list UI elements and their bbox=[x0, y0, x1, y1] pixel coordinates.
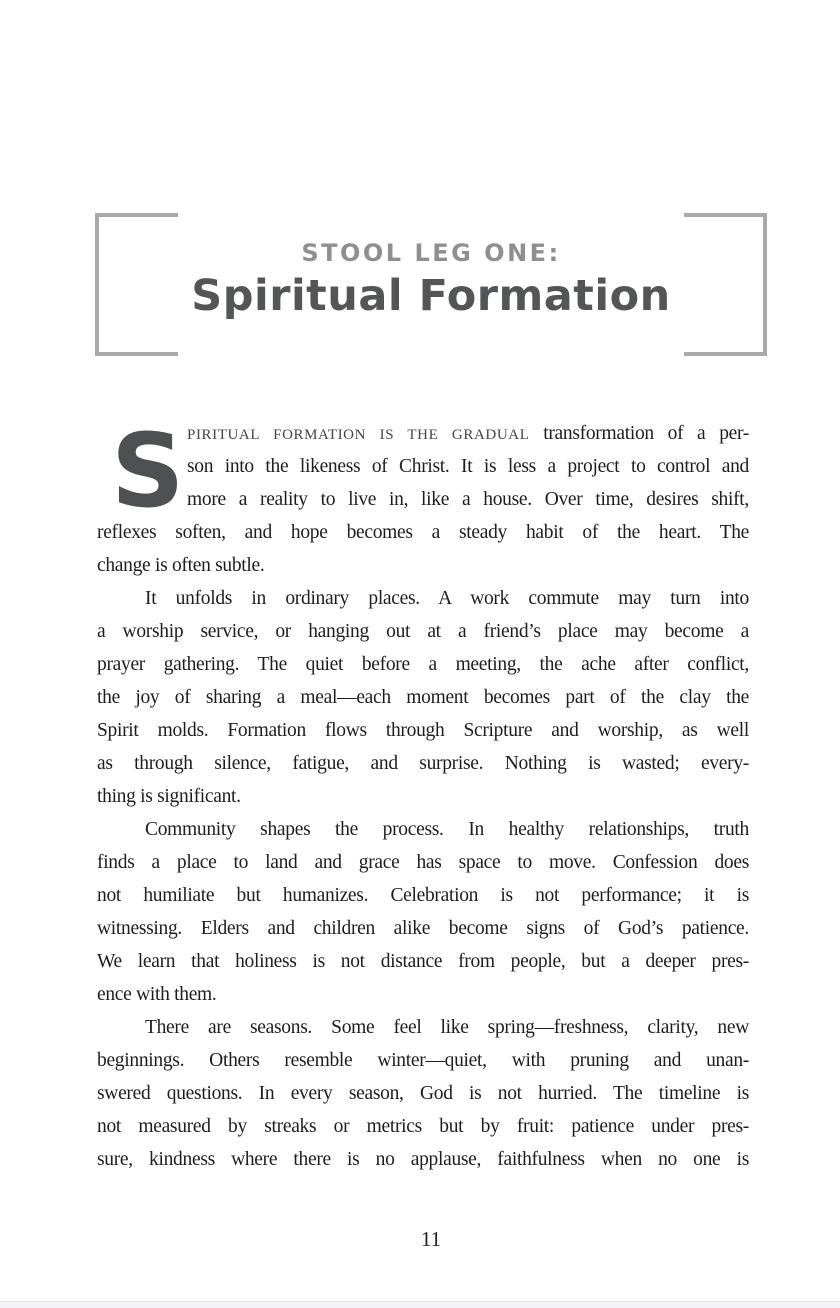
drop-cap: S bbox=[111, 412, 185, 531]
text-line: more a reality to live in, like a house. Over time, desires shift, bbox=[187, 489, 749, 510]
text-line: son into the likeness of Christ. It is less a project to control and bbox=[187, 456, 749, 477]
text-line: reflexes soften, and hope becomes a steady habit of the heart. The bbox=[97, 522, 749, 543]
text-line: sure, kindness where there is no applause, faithfulness when no one is bbox=[97, 1149, 749, 1170]
paragraph bbox=[97, 412, 749, 582]
text-line: not humiliate but humanizes. Celebration is not performance; it is bbox=[97, 885, 749, 906]
body-text bbox=[97, 412, 749, 1176]
page-number: 11 bbox=[420, 1227, 442, 1251]
text-line bbox=[97, 417, 749, 450]
text-line: as through silence, fatigue, and surprise. Nothing is wasted; every- bbox=[97, 753, 749, 774]
chapter-kicker: STOOL LEG ONE: bbox=[301, 239, 561, 267]
lead-small-caps: PIRITUAL FORMATION IS THE GRADUAL bbox=[187, 427, 530, 443]
text-line: thing is significant. bbox=[97, 786, 241, 807]
text-line: change is often subtle. bbox=[97, 555, 265, 576]
text-line: We learn that holiness is not distance from people, but a deeper pres- bbox=[97, 951, 749, 972]
text-line: There are seasons. Some feel like spring—freshness, clarity, new bbox=[145, 1017, 749, 1038]
text-line: the joy of sharing a meal—each moment becomes part of the clay the bbox=[97, 687, 749, 708]
text-line: It unfolds in ordinary places. A work commute may turn into bbox=[145, 588, 749, 609]
chapter-title: Spiritual Formation bbox=[191, 271, 671, 321]
text-line: prayer gathering. The quiet before a meeting, the ache after conflict, bbox=[97, 654, 749, 675]
paragraph bbox=[97, 813, 749, 1011]
text-line: Community shapes the process. In healthy relationships, truth bbox=[145, 819, 749, 840]
text-line: a worship service, or hanging out at a friend’s place may become a bbox=[97, 621, 749, 642]
paragraph bbox=[97, 582, 749, 813]
text-line: swered questions. In every season, God is not hurried. The timeline is bbox=[97, 1083, 749, 1104]
page-edge-bar bbox=[0, 1301, 840, 1308]
text-line: finds a place to land and grace has space to move. Confession does bbox=[97, 852, 749, 873]
text-line: not measured by streaks or metrics but by fruit: patience under pres- bbox=[97, 1116, 749, 1137]
chapter-header-frame bbox=[95, 213, 767, 356]
text-line: Spirit molds. Formation flows through Scripture and worship, as well bbox=[97, 720, 749, 741]
text-line: ence with them. bbox=[97, 984, 217, 1005]
text-line: beginnings. Others resemble winter—quiet, with pruning and unan- bbox=[97, 1050, 749, 1071]
paragraph bbox=[97, 1011, 749, 1176]
chapter-header bbox=[155, 213, 707, 356]
text-line: witnessing. Elders and children alike become signs of God’s patience. bbox=[97, 918, 749, 939]
lead-rest: transformation of a per- bbox=[529, 423, 749, 444]
